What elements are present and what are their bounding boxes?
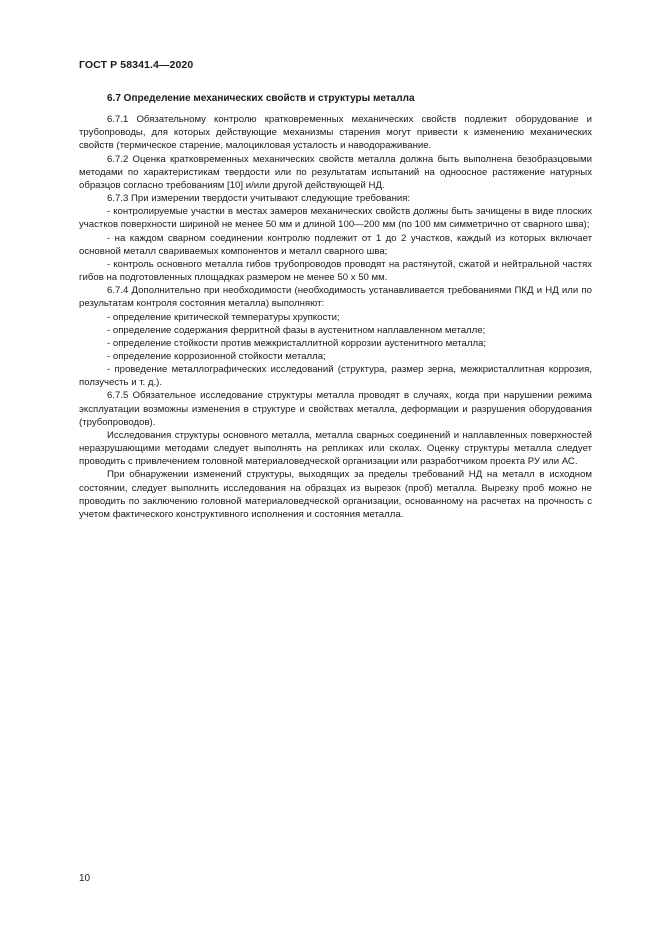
document-header: ГОСТ Р 58341.4—2020 [79, 59, 194, 71]
paragraph-6-7-1: 6.7.1 Обязательному контролю кратковременных механических свойств подлежит оборудование и трубопроводы, для которых действующие механизмы старения могут привести к изменению механических свойств (термическое старение, малоцикловая усталость и наводораживание. [79, 114, 592, 152]
paragraph-6-7-4: 6.7.4 Дополнительно при необходимости (необходимость устанавливается требованиями ПКД и НД или по результатам контроля состояния металла) выполняют: [79, 285, 592, 310]
list-item: - проведение металлографических исследований (структура, размер зерна, межкристаллитная коррозия, ползучесть и т. д.). [79, 364, 592, 389]
list-item: - контроль основного металла гибов трубопроводов проводят на растянутой, сжатой и нейтральной частях гибов на подготовленных площадках размером не менее 50 х 50 мм. [79, 258, 592, 284]
list-item: - на каждом сварном соединении контролю подлежит от 1 до 2 участков, каждый из которых включает основной металл свариваемых компонентов и металл сварного шва; [79, 232, 592, 257]
paragraph: Исследования структуры основного металла, металла сварных соединений и наплавленных поверхностей неразрушающими методами следует выполнять на репликах или сколах. Оценку структуры металла следует проводить с привлечением головной материаловедческой организации или разработчиком проекта РУ или АС. [79, 429, 592, 468]
list-item: - определение стойкости против межкристаллитной коррозии аустенитного металла; [107, 337, 487, 349]
paragraph: При обнаружении изменений структуры, выходящих за пределы требований НД на металл в исходном состоянии, следует выполнить исследования на образцах из вырезок (проб) металла. Вырезку проб можно не проводить по заключению головной материаловедческой организации, основанному на расчетах на прочность с учетом фактического конструктивного исполнения и состояния металла. [79, 469, 592, 520]
section-title: 6.7 Определение механических свойств и структуры металла [107, 93, 415, 104]
paragraph-6-7-3: 6.7.3 При измерении твердости учитывают следующие требования: [107, 193, 411, 205]
list-item: - определение критической температуры хрупкости; [107, 311, 340, 323]
list-item: - контролируемые участки в местах замеров механических свойств должны быть зачищены в виде плоских участков поверхности шириной не менее 50 мм и длиной 100—200 мм (по 100 мм симметрично от сварного шва); [79, 206, 592, 231]
list-item: - определение коррозионной стойкости металла; [107, 350, 326, 362]
page-number: 10 [79, 873, 91, 884]
paragraph-6-7-2: 6.7.2 Оценка кратковременных механических свойств металла должна быть выполнена безобразцовыми методами по характеристикам твердости или по результатам испытаний на одноосное растяжение натурных образцов согласно требованиям [10] и/или другой действующей НД. [79, 153, 592, 191]
list-item: - определение содержания ферритной фазы в аустенитном наплавленном металле; [107, 324, 486, 336]
document-body [79, 92, 592, 521]
paragraph-6-7-5: 6.7.5 Обязательное исследование структуры металла проводят в случаях, когда при нарушении режима эксплуатации возможны изменения в структуре и свойствах металла, деформации и разрушения оборудования (трубопроводов). [79, 390, 592, 428]
